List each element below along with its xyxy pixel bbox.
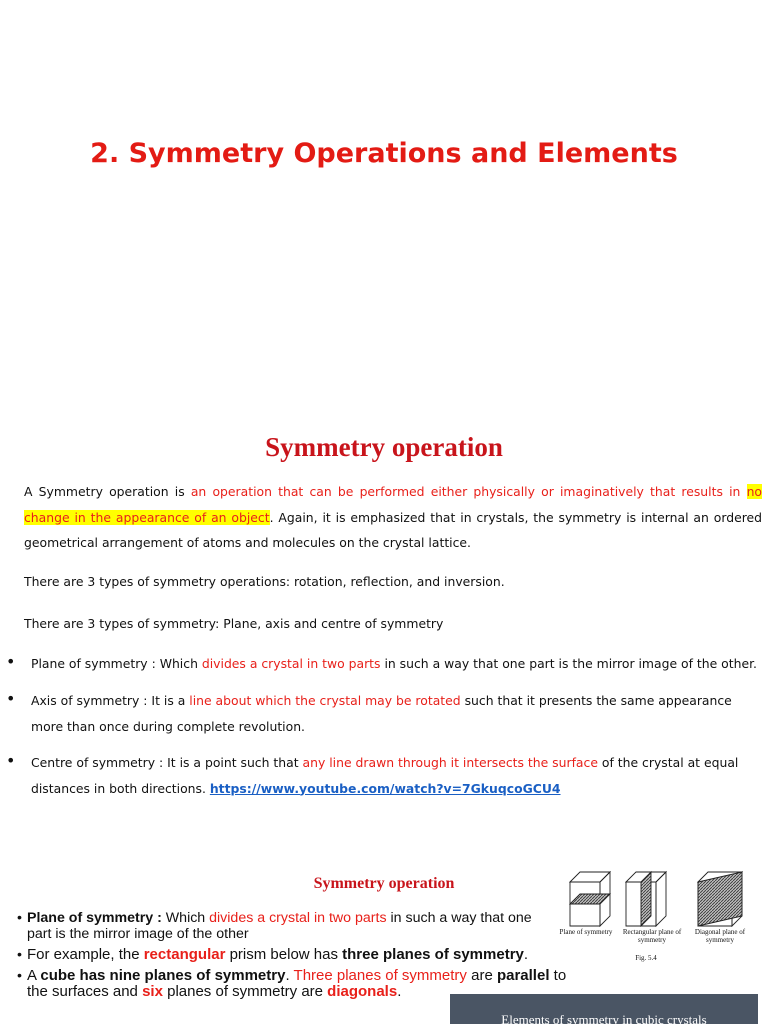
cube-diagrams: [556, 866, 752, 966]
bullet-red-text: divides a crystal in two parts: [209, 910, 387, 926]
bullet-red-text: line about which the crystal may be rotated: [189, 693, 461, 708]
bullet-dot: •: [17, 968, 22, 984]
types-of-operations: There are 3 types of symmetry operations: rotation, reflection, and inversion.: [24, 574, 505, 589]
bullet-text: .: [397, 983, 402, 1000]
figure-caption: Diagonal plane of symmetry: [694, 928, 746, 944]
section-heading: Symmetry operation: [265, 432, 503, 462]
para-text: A Symmetry operation is: [24, 484, 191, 499]
bullet-label: Plane of symmetry :: [27, 910, 166, 926]
bullet-text: planes of symmetry are: [162, 983, 328, 1000]
bullet-text: A: [27, 967, 41, 984]
bullet-item: [31, 651, 762, 677]
bullet-text: are: [466, 967, 497, 984]
bullet-bold-text: parallel: [496, 967, 550, 984]
bullet-text: such that it presents the same appearance more than once during complete revolution.: [31, 693, 732, 734]
cube-rectangular-plane: [626, 872, 666, 926]
figure-caption: Plane of symmetry: [559, 928, 613, 936]
bullet-text: in such a way that one part is the mirror image of the other: [27, 910, 532, 942]
para-highlight-yellow: no change in the appearance of an object: [24, 484, 762, 525]
banner-text: Elements of symmetry in cubic crystals: [501, 1012, 707, 1027]
definition-paragraph: [24, 479, 762, 556]
bullet-text: .: [285, 967, 294, 984]
bullet-bold-text: cube has nine planes of symmetry: [40, 967, 286, 984]
bullet-text: of the crystal at equal distances in both directions.: [31, 755, 739, 796]
symmetry-planes-figure: [556, 866, 752, 966]
bullet-text: It is a point such that: [167, 755, 303, 770]
bullet-text: to the surfaces and: [27, 967, 567, 1000]
bullet-bold-text: three planes of symmetry: [342, 946, 524, 963]
bullet-text: Which: [159, 656, 202, 671]
types-of-symmetry: There are 3 types of symmetry: Plane, axis and centre of symmetry: [24, 616, 444, 631]
bullet-red-text: divides a crystal in two parts: [201, 656, 381, 671]
bullet-label: Axis of symmetry :: [31, 693, 152, 708]
bullet-dot: •: [6, 689, 16, 708]
bullet-dot: •: [6, 652, 16, 671]
bullet-dot: •: [17, 947, 22, 963]
bullet-dot: •: [17, 910, 22, 926]
bullet-red-text: rectangular: [143, 946, 226, 963]
bottom-banner: [450, 994, 758, 1027]
cube-horizontal-plane: [570, 872, 610, 926]
bullet-text: It is a: [151, 693, 190, 708]
bullet-text: in such a way that one part is the mirror image of the other.: [380, 656, 757, 671]
bullet-item: [27, 910, 557, 942]
figure-caption: Rectangular plane of symmetry: [622, 928, 682, 944]
bullet-text: Which: [165, 910, 210, 926]
bullet-text: For example, the: [27, 946, 144, 963]
bullet-red-text: any line drawn through it intersects the surface: [302, 755, 598, 770]
cube-diagonal-plane: [698, 872, 742, 926]
bullet-text: .: [523, 946, 529, 963]
para-highlight-red: an operation that can be performed either physically or imaginatively that results in: [190, 484, 747, 499]
page-title: 2. Symmetry Operations and Elements: [90, 138, 678, 169]
bullet-item: [27, 947, 567, 963]
bullet-red-text: six: [142, 983, 163, 1000]
bullet-item: [31, 750, 762, 801]
bullet-dot: •: [6, 751, 16, 770]
bullet-bold-text: diagonals: [327, 983, 398, 1000]
section-heading-2: Symmetry operation: [313, 875, 455, 892]
bullet-item: [31, 688, 762, 739]
bullet-label: Centre of symmetry :: [31, 755, 168, 770]
bullet-label: Plane of symmetry :: [31, 656, 160, 671]
para-text: . Again, it is emphasized that in crystals, the symmetry is internal an ordered geometrical arrangement of atoms and molecules on the crystal lattice.: [24, 509, 763, 550]
figure-label: Fig. 5.4: [635, 954, 657, 962]
bullet-text: prism below has: [225, 946, 343, 963]
bullet-red-text: Three planes of symmetry: [293, 967, 467, 984]
youtube-link[interactable]: https://www.youtube.com/watch?v=7GkuqcoGCU4: [209, 780, 561, 796]
